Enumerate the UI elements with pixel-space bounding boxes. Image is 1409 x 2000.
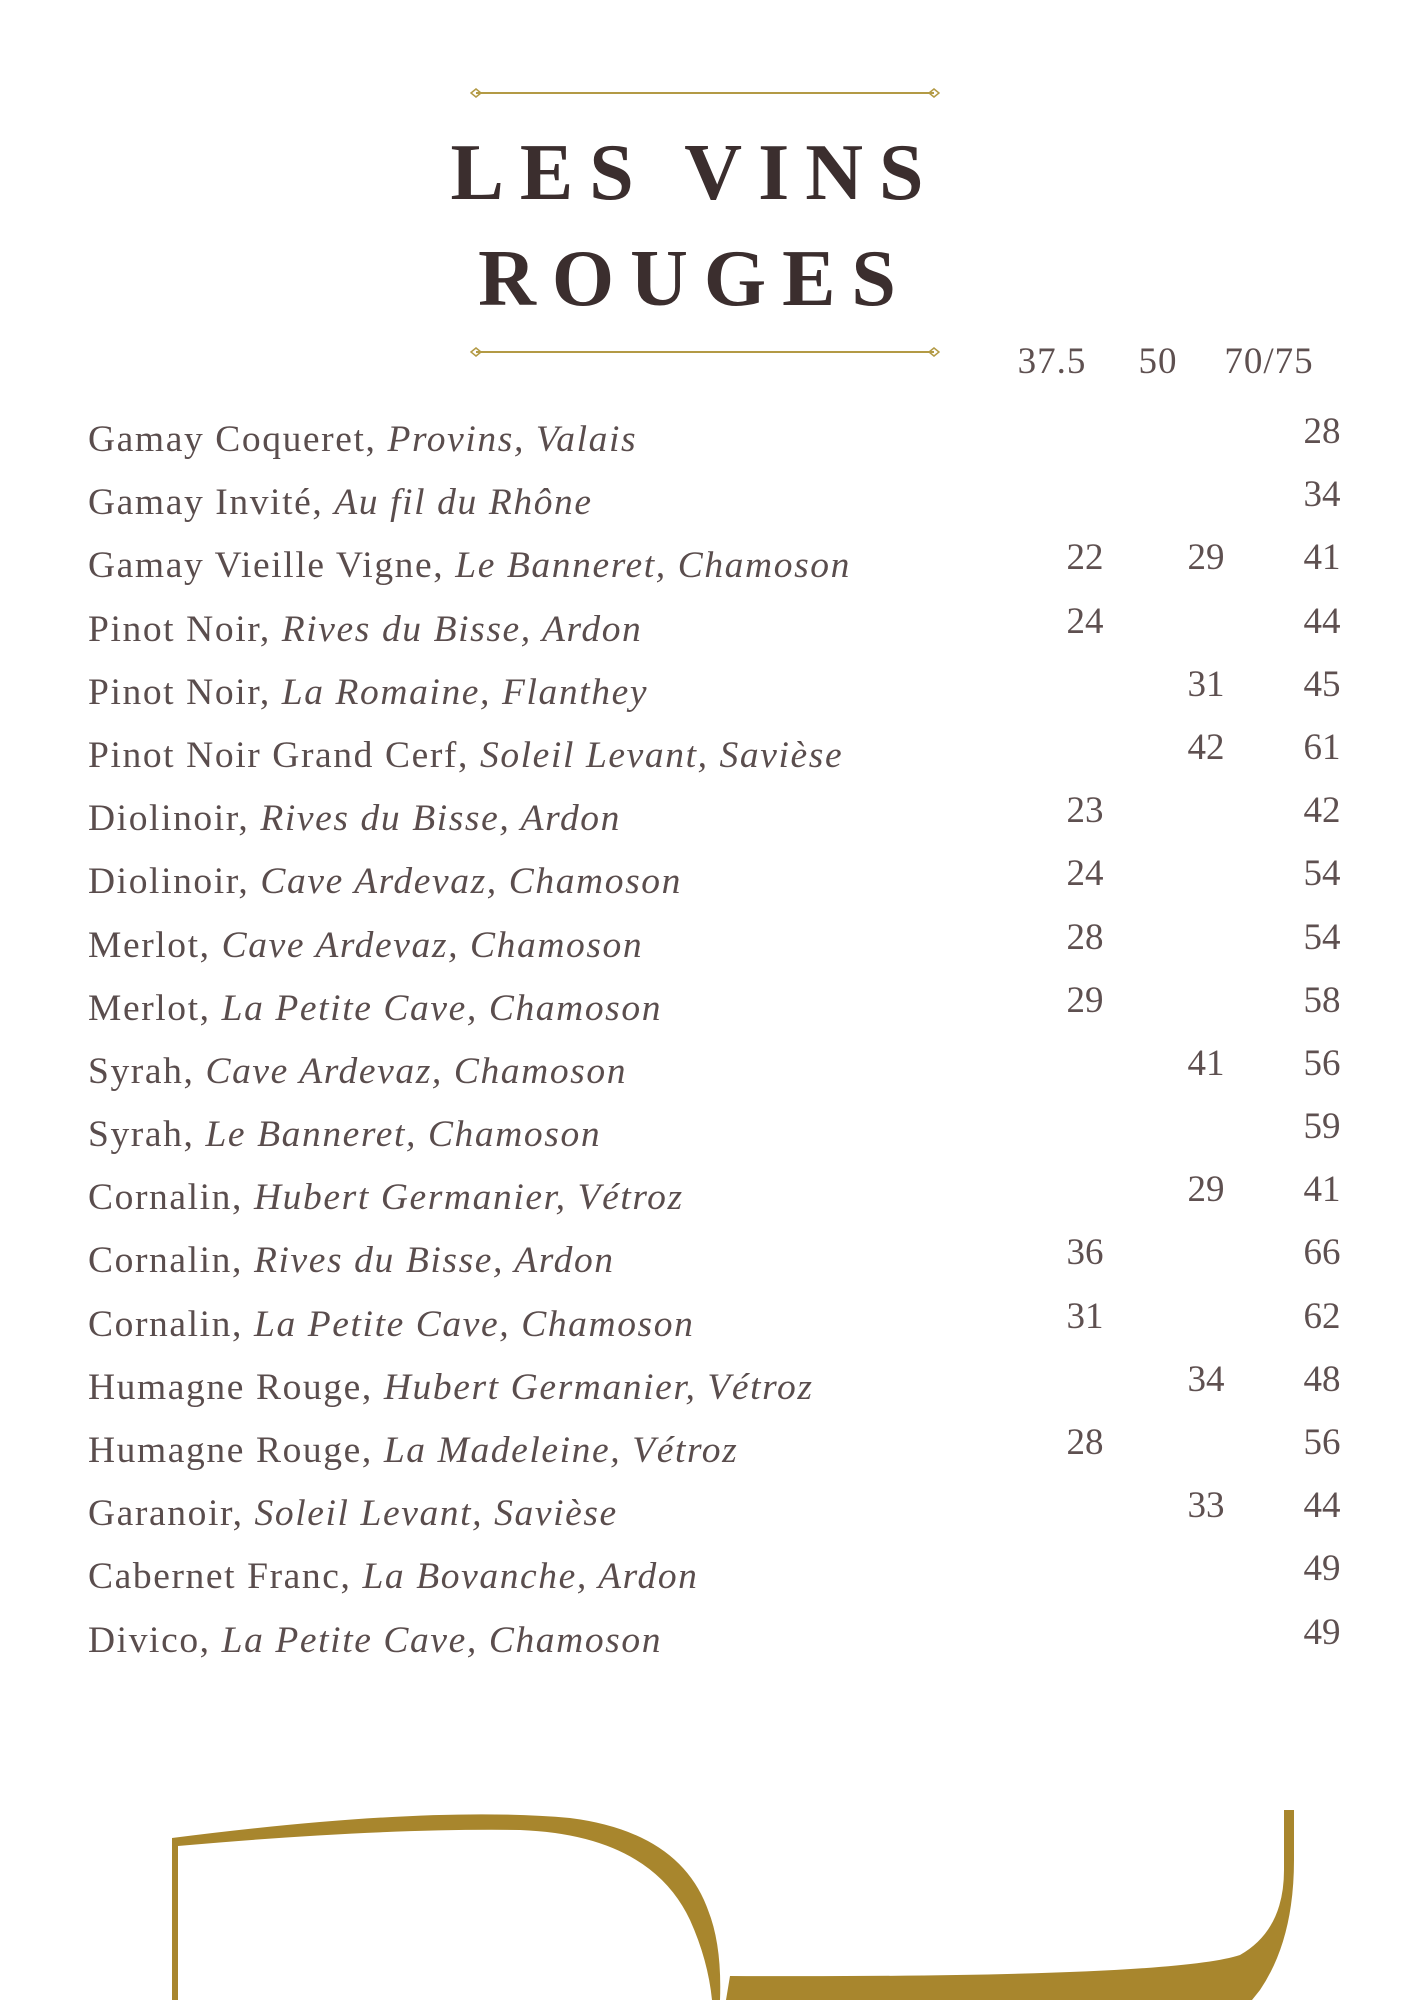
wine-entry: Gamay Coqueret, Provins, Valais: [88, 419, 638, 460]
price-37-5: 24: [1066, 853, 1104, 895]
price-70-75: 56: [1303, 1042, 1341, 1084]
page-title: [300, 120, 1090, 332]
wine-producer: La Bovanche, Ardon: [362, 1556, 699, 1598]
price-37-5: 28: [1066, 916, 1104, 958]
wine-name: Pinot Noir Grand Cerf: [88, 734, 459, 776]
wine-name: Garanoir: [88, 1493, 233, 1535]
column-header-70-75: 70/75: [1224, 341, 1314, 382]
price-70-75: 61: [1303, 726, 1341, 768]
wine-name: Merlot: [88, 987, 200, 1029]
wine-row: [88, 410, 1348, 473]
wine-name: Cabernet Franc: [88, 1556, 341, 1598]
title-line-1: LES VINS: [450, 129, 940, 217]
wine-producer: Le Banneret, Chamoson: [205, 1114, 602, 1156]
wine-entry: Merlot, Cave Ardevaz, Chamoson: [88, 924, 644, 966]
price-37-5: 22: [1066, 537, 1104, 579]
wine-entry: Cabernet Franc, La Bovanche, Ardon: [88, 1556, 699, 1598]
wine-producer: Provins, Valais: [387, 419, 638, 460]
price-70-75: 42: [1303, 790, 1341, 832]
wine-entry: Divico, La Petite Cave, Chamoson: [88, 1619, 663, 1661]
wine-producer: La Petite Cave, Chamoson: [221, 1619, 663, 1661]
wine-name: Humagne Rouge: [88, 1366, 362, 1408]
wine-name: Humagne Rouge: [88, 1430, 362, 1471]
wine-name: Gamay Coqueret: [88, 419, 366, 460]
price-37-5: 28: [1066, 1422, 1104, 1463]
price-37-5: 24: [1066, 600, 1104, 642]
wine-entry: Gamay Vieille Vigne, Le Banneret, Chamoson: [88, 545, 851, 587]
wine-row: [88, 726, 1348, 789]
price-50: 42: [1187, 726, 1225, 768]
wine-entry: Pinot Noir Grand Cerf, Soleil Levant, Savièse: [88, 734, 844, 776]
price-70-75: 41: [1303, 537, 1341, 579]
wine-list: [88, 410, 1348, 1674]
wine-producer: Soleil Levant, Savièse: [254, 1493, 618, 1535]
wine-name: Merlot: [88, 924, 200, 966]
wine-producer: La Romaine, Flanthey: [281, 671, 649, 713]
wine-row: [88, 1611, 1348, 1674]
price-37-5: 29: [1066, 979, 1104, 1021]
price-37-5: 36: [1066, 1232, 1104, 1274]
price-70-75: 54: [1303, 853, 1341, 895]
wine-producer: La Petite Cave, Chamoson: [221, 987, 663, 1029]
wine-producer: Rives du Bisse, Ardon: [254, 1240, 615, 1282]
wine-row: [88, 663, 1348, 726]
decorative-gold-frame: [0, 1780, 1409, 2000]
price-70-75: 56: [1303, 1422, 1341, 1463]
wine-name: Syrah: [88, 1114, 184, 1156]
wine-row: [88, 473, 1348, 536]
wine-entry: Cornalin, Rives du Bisse, Ardon: [88, 1240, 615, 1282]
wine-name: Divico: [88, 1619, 200, 1661]
wine-entry: Pinot Noir, Rives du Bisse, Ardon: [88, 608, 643, 650]
price-50: 29: [1187, 1169, 1225, 1211]
wine-row: [88, 916, 1348, 979]
price-70-75: 49: [1303, 1548, 1341, 1590]
wine-name: Pinot Noir: [88, 608, 260, 650]
wine-row: [88, 1421, 1348, 1484]
wine-row: [88, 1295, 1348, 1358]
wine-entry: Syrah, Cave Ardevaz, Chamoson: [88, 1050, 628, 1092]
price-70-75: 54: [1303, 916, 1341, 958]
column-header-50: 50: [1138, 341, 1178, 382]
wine-row: [88, 600, 1348, 663]
wine-row: [88, 1358, 1348, 1421]
wine-name: Pinot Noir: [88, 671, 260, 713]
wine-producer: Hubert Germanier, Vétroz: [383, 1366, 814, 1408]
wine-entry: Pinot Noir, La Romaine, Flanthey: [88, 671, 649, 713]
wine-entry: Merlot, La Petite Cave, Chamoson: [88, 987, 663, 1029]
wine-row: [88, 1547, 1348, 1610]
wine-entry: Humagne Rouge, Hubert Germanier, Vétroz: [88, 1366, 814, 1408]
wine-entry: Garanoir, Soleil Levant, Savièse: [88, 1493, 618, 1535]
wine-row: [88, 979, 1348, 1042]
price-70-75: 44: [1303, 1485, 1341, 1527]
price-70-75: 44: [1303, 600, 1341, 642]
bottom-divider: [470, 346, 940, 358]
price-50: 34: [1187, 1358, 1225, 1400]
wine-name: Diolinoir: [88, 861, 239, 903]
wine-name: Cornalin: [88, 1177, 233, 1219]
price-70-75: 59: [1303, 1106, 1341, 1148]
wine-entry: Gamay Invité, Au fil du Rhône: [88, 482, 593, 524]
wine-producer: Rives du Bisse, Ardon: [260, 798, 622, 840]
price-70-75: 28: [1303, 411, 1341, 452]
price-70-75: 41: [1303, 1169, 1341, 1211]
price-70-75: 34: [1303, 474, 1341, 516]
price-70-75: 49: [1303, 1611, 1341, 1653]
wine-entry: Humagne Rouge, La Madeleine, Vétroz: [88, 1430, 739, 1471]
wine-row: [88, 1042, 1348, 1105]
wine-producer: Hubert Germanier, Vétroz: [254, 1177, 684, 1219]
price-37-5: 31: [1066, 1295, 1104, 1337]
wine-row: [88, 789, 1348, 852]
column-header-37-5: 37.5: [1017, 341, 1087, 382]
wine-producer: Le Banneret, Chamoson: [455, 545, 851, 587]
price-50: 41: [1187, 1042, 1225, 1084]
wine-producer: La Madeleine, Vétroz: [383, 1430, 739, 1471]
price-70-75: 45: [1303, 663, 1341, 705]
price-50: 29: [1187, 537, 1225, 579]
wine-producer: Soleil Levant, Savièse: [479, 734, 844, 776]
wine-name: Cornalin: [88, 1303, 233, 1345]
price-50: 33: [1187, 1485, 1225, 1527]
wine-producer: Cave Ardevaz, Chamoson: [205, 1050, 628, 1092]
wine-entry: Diolinoir, Rives du Bisse, Ardon: [88, 798, 622, 840]
wine-entry: Cornalin, Hubert Germanier, Vétroz: [88, 1177, 684, 1219]
wine-name: Cornalin: [88, 1240, 233, 1282]
wine-name: Syrah: [88, 1050, 184, 1092]
price-70-75: 58: [1303, 979, 1341, 1021]
wine-producer: La Petite Cave, Chamoson: [254, 1303, 695, 1345]
wine-row: [88, 1484, 1348, 1547]
price-70-75: 48: [1303, 1358, 1341, 1400]
wine-row: [88, 1168, 1348, 1231]
wine-row: [88, 852, 1348, 915]
price-37-5: 23: [1066, 790, 1104, 832]
wine-producer: Au fil du Rhône: [334, 482, 593, 524]
wine-name: Gamay Invité: [88, 482, 313, 524]
wine-row: [88, 536, 1348, 599]
title-line-2: ROUGES: [478, 235, 912, 323]
wine-name: Diolinoir: [88, 798, 239, 840]
wine-producer: Cave Ardevaz, Chamoson: [221, 924, 644, 966]
wine-entry: Syrah, Le Banneret, Chamoson: [88, 1114, 602, 1156]
top-divider: [470, 87, 940, 99]
wine-entry: Diolinoir, Cave Ardevaz, Chamoson: [88, 861, 682, 903]
wine-producer: Rives du Bisse, Ardon: [281, 608, 643, 650]
price-70-75: 66: [1303, 1232, 1341, 1274]
wine-row: [88, 1231, 1348, 1294]
wine-name: Gamay Vieille Vigne: [88, 545, 434, 587]
wine-row: [88, 1105, 1348, 1168]
wine-entry: Cornalin, La Petite Cave, Chamoson: [88, 1303, 695, 1345]
price-50: 31: [1187, 663, 1225, 705]
wine-producer: Cave Ardevaz, Chamoson: [260, 861, 682, 903]
price-70-75: 62: [1303, 1295, 1341, 1337]
